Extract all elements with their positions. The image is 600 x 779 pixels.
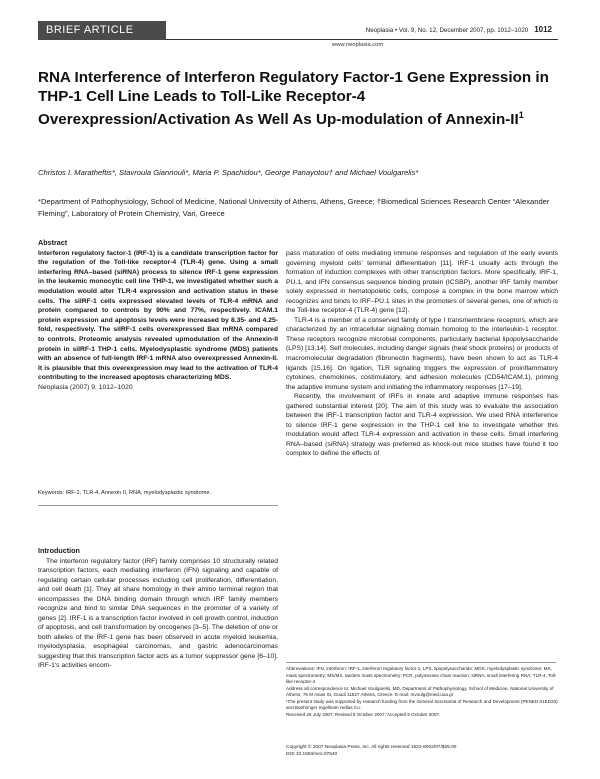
abstract-citation: Neoplasia (2007) 9, 1012–1020 [38, 383, 133, 391]
author-list: Christos I. Maratheftis*, Stavroula Giannouli*, Maria P. Spachidou*, George Panayotou† and Michael Voulgarelis* [38, 168, 419, 177]
footnote-rule [286, 662, 556, 663]
title-footnote-mark: 1 [518, 110, 524, 121]
body-paragraph-2: TLR-4 is a member of a conserved family of type I transmembrane receptors, which are characterized by an intracellular signaling domain homolog to the interleukin-1 receptor. These receptors recognize microbial components, particularly bacterial lipopolysaccharide (LPS) [13,14]. Self molecules, including danger signals (heat shock proteins) or products of macromolecular degradation (fibronectin fragments), have been shown to act as TLR-4 ligands [15,16]. On ligation, TLR signaling triggers the expression of proinflammatory cytokines, chemokines, costimulatory, and adhesion molecules (CD54/ICAM.1), priming the adaptive immune system and initiating the inflammatory responses [17–19]. [286, 316, 558, 391]
affiliations: *Department of Pathophysiology, School of Medicine, National University of Athens, Athens, Greece; †Biomedical Sciences Research Center “Alexander Fleming”, Laboratory of Protein Chemistry, Vari, Greece [38, 197, 550, 218]
introduction-section [38, 546, 278, 671]
header-rule [166, 39, 558, 40]
abstract-body: Interferon regulatory factor-1 (IRF-1) is a candidate transcription factor for the regulation of the Toll-like receptor-4 (TLR-4) gene. Using a small interfering RNA–based (siRNA) process to silence IRF-1 gene expression in the leukemic monocytic cell line THP-1, we investigated whether such a modulation would alter TLR-4 expression and activation status in these cells. The siIRF-1 cells expressed elevated levels of TLR-4 mRNA and protein compared to controls by 90% and 77%, respectively. ICAM.1 protein expression and apoptosis levels were increased by 8.35- and 4.25-fold, respectively. The siIRF-1 cells overexpressed Bax mRNA compared to controls. Proteomic analysis revealed upmodulation of the Annexin-II protein in siIRF-1 THP-1 cells. Myelodysplastic syndrome (MDS) patients with an absence of full-length IRF-1 mRNA also overexpressed Annexin-II. It is plausible that this overexpression may lead to the activation of TLR-4 contributing to the increased apoptosis characterizing MDS. [38, 249, 278, 382]
body-paragraph-3: Recently, the involvement of IRFs in innate and adaptive immune responses has gathered substantial interest [20]. The aim of this study was to evaluate the association between the IRF-1 transcription factor and TLR-4 expression. We used RNA interference to silence IRF-1 gene expression in the THP-1 cell line to investigate whether this modulation would affect TLR-4 expression and activation in these cells. Small interfering RNA–based (siRNA) strategy was preferred as knock-out mice studies have found it too complex to define the effects of [286, 393, 558, 458]
keywords-rule [38, 505, 278, 506]
keywords: Keywords: IRF-1, TLR-4, Annexin II, RNA, myelodysplastic syndrome. [38, 490, 212, 496]
journal-url[interactable]: www.neoplasia.com [332, 42, 384, 48]
abstract-heading: Abstract [38, 238, 68, 247]
introduction-paragraph: The interferon regulatory factor (IRF) family comprises 10 structurally related transcription factors, each mediating interferon (IFN) signaling and capable of regulating certain cellular processes including cell proliferation, differentiation, and cell death [1]. They all share homology in their amino terminal region that encompasses the DNA binding domain through which IRF family members recognize and bind to similar DNA sequences in the promoter of a variety of genes [2]. IRF-1 is a transcription factor involved in cell growth control, induction of apoptosis, and cell transformation by oncogenes [3–5]. The deletion of one or both alleles of the IRF-1 gene has been observed in acute myeloid leukemia, myelodysplasia, esophageal carcinomas, and gastric adenocarcinomas suggesting that this transcription factor acts as a tumor suppressor gene [6–10]. IRF-1's activities encom- [38, 557, 278, 669]
footnote-dates: Received 25 July 2007; Revised 8 October 2007; Accepted 9 October 2007. [286, 711, 441, 717]
introduction-heading: Introduction [38, 546, 80, 555]
journal-citation: Neoplasia • Vol. 9, No. 12, December 2007, pp. 1012–1020 [365, 27, 529, 34]
page-number: 1012 [534, 25, 552, 34]
right-column [286, 249, 558, 459]
footnote-funding: ¹The present study was supported by research funding from the General Secretariat of Research and Development (PENED 01ED20) and Boehringer Ingelheim Hellas Co. [286, 698, 558, 710]
abstract-section [38, 238, 278, 393]
journal-info [366, 25, 552, 34]
title-text: RNA Interference of Interferon Regulatory Factor-1 Gene Expression in THP-1 Cell Line Leads to Toll-Like Receptor-4 Overexpression/Activation As Well As Up-modulation of Annexin-II [38, 69, 549, 129]
article-title [38, 68, 558, 130]
article-type-label: BRIEF ARTICLE [38, 21, 166, 40]
copyright-block [286, 745, 558, 759]
footnotes [286, 666, 558, 718]
footnote-address: Address all correspondence to: Michael Voulgarelis, MD, Department of Pathophysiology, School of Medicine, National University of Athens, 75 M Asias St, Goudi 11527 Athens, Greece. E-mail: mvoulg@med.uoa.gr [286, 685, 554, 697]
doi-line: DOI 10.1593/neo.07640 [286, 751, 338, 757]
copyright-line: Copyright © 2007 Neoplasia Press, Inc. All rights reserved 1522-8002/07/$25.00 [286, 745, 457, 750]
footnote-abbreviations: Abbreviations: IFN, interferon; IRF-1, interferon regulatory factor-1; LPS, lipopolysaccharide; MDS, myelodysplastic syndrome; MS, mass spectrometry; MS/MS, tandem mass spectrometry; PCR, polymerase chain reaction; siRNA, small interfering RNA; TLR-4, Toll-like receptor-4 [286, 666, 557, 684]
body-paragraph-1: pass maturation of cells mediating immune responses and regulation of the early events governing myeloid cells' terminal differentiation [11]. IRF-1 usually acts through the formation of induction complexes with other transcription factors. More specifically, IRF-1, PU.1, and IFN consensus sequence binding protein (ICSBP), another IRF family member solely expressed in hematopoietic cells, compose a complex in the bone marrow which recognizes and binds to IRF–PU.1 sites in the promoters of several genes, one of which is the Toll-like receptor-4 (TLR-4) gene [12]. [286, 250, 558, 315]
